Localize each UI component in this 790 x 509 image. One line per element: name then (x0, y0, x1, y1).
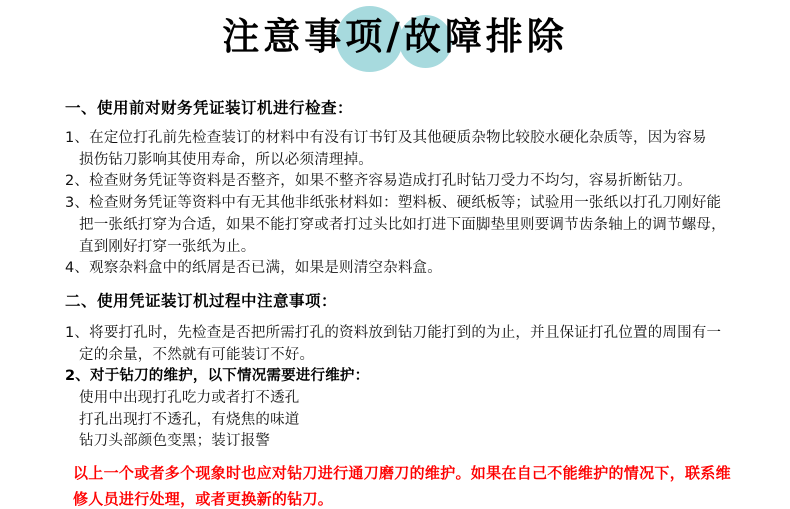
list-item-line: 2、检查财务凭证等资料是否整齐，如果不整齐容易造成打孔时钻刀受力不均匀，容易折断钻刀。 (65, 173, 692, 190)
maintenance-symptom-line: 打孔出现打不透孔，有烧焦的味道 (79, 411, 300, 428)
list-item-line: 2、对于钻刀的维护，以下情况需要进行维护： (65, 368, 370, 385)
page-title: 注意事项/故障排除 (222, 15, 568, 58)
warning-text (73, 460, 775, 509)
warning-line: 修人员进行处理，或者更换新的钻刀。 (73, 490, 334, 509)
list-item (65, 366, 775, 453)
list-item (65, 171, 775, 193)
list-item-line: 把一张纸打穿为合适，如果不能打穿或者打过头比如打进下面脚垫里则要调节齿条轴上的调节螺母， (79, 216, 726, 233)
list-item-line: 4、观察杂料盒中的纸屑是否已满，如果是则清空杂料盒。 (65, 260, 442, 277)
list-item-line: 1、将要打孔时，先检查是否把所需打孔的资料放到钻刀能打到的为止，并且保证打孔位置的周围有一 (65, 324, 722, 341)
list-item-line: 直到刚好打穿一张纸为止。 (79, 238, 256, 255)
section-1-items (65, 128, 775, 280)
maintenance-symptom-line: 钻刀头部颜色变黑；装订报警 (79, 433, 271, 450)
list-item-line: 定的余量，不然就有可能装订不好。 (79, 346, 315, 363)
maintenance-symptom-line: 使用中出现打孔吃力或者打不透孔 (79, 390, 300, 407)
list-item-line: 1、在定位打孔前先检查装订的材料中有没有订书钉及其他硬质杂物比较胶水硬化杂质等，因为容易 (65, 130, 707, 146)
section-1-heading: 一、使用前对财务凭证装订机进行检查： (65, 99, 354, 117)
warning-line: 以上一个或者多个现象时也应对钻刀进行通刀磨刀的维护。如果在自己不能维护的情况下，联系维 (73, 464, 731, 483)
list-item (65, 128, 775, 171)
title-block (0, 0, 790, 84)
list-item (65, 323, 775, 366)
document-content (65, 97, 775, 509)
list-item-line: 3、检查财务凭证等资料中有无其他非纸张材料如：塑料板、硬纸板等；试验用一张纸以打孔刀刚好能 (65, 195, 722, 212)
section-2-heading: 二、使用凭证装订机过程中注意事项： (65, 291, 338, 310)
list-item-line: 损伤钻刀影响其使用寿命，所以必须清理掉。 (79, 151, 373, 168)
list-item (65, 193, 775, 258)
section-2-items (65, 323, 775, 453)
list-item (65, 258, 775, 280)
